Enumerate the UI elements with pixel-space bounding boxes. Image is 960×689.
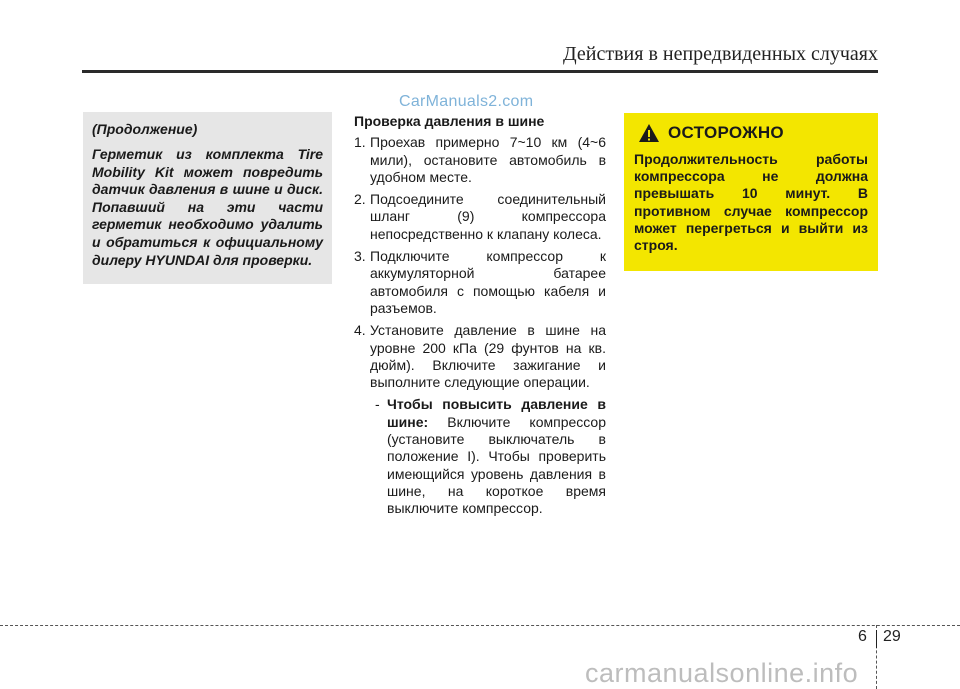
sub-item xyxy=(370,396,606,517)
step-number: 3. xyxy=(354,248,366,265)
note-body: Герметик из комплекта Tire Mobility Kit может повредить датчик давления в шине и диск. Попавший на эти части герметик необходимо удалить и обратиться к официальному дилеру HYUNDAI для проверки. xyxy=(92,146,323,268)
step-item xyxy=(354,191,606,243)
watermark: CarManuals2.com xyxy=(399,93,534,110)
sub-item-dash: - xyxy=(375,396,380,413)
footer-site-watermark: carmanualsonline.info xyxy=(585,658,859,688)
chapter-number: 6 xyxy=(858,628,867,645)
section-heading: Проверка давления в шине xyxy=(354,113,545,129)
step-text: Проехав примерно 7~10 км (4~6 мили), остановите автомобиль в удобном месте. xyxy=(370,134,606,185)
step-number: 2. xyxy=(354,191,366,208)
section-title: Действия в непредвиденных случаях xyxy=(563,43,878,65)
sub-item-lead: Чтобы повысить давление в шине: xyxy=(387,396,606,430)
sub-item-text: Включите компрессор (установите выключатель в положение I). Чтобы проверить имеющийся уровень давления в шине, на короткое время выключите компрессор. xyxy=(387,413,606,517)
step-text: Подключите компрессор к аккумуляторной батарее автомобиля с помощью кабеля и разъемов. xyxy=(370,248,606,316)
warning-title-row xyxy=(638,123,868,143)
page-number: 29 xyxy=(883,628,901,645)
step-item xyxy=(354,248,606,317)
step-text: Подсоедините соединительный шланг (9) компрессора непосредственно к клапану колеса. xyxy=(370,191,606,242)
step-number: 4. xyxy=(354,322,366,339)
step-text: Установите давление в шине на уровне 200 кПа (29 фунтов на кв. дюйм). Включите зажигание и выполните следующие операции. xyxy=(370,322,606,391)
instructions-column xyxy=(354,113,606,518)
step-number: 1. xyxy=(354,134,366,151)
step-item xyxy=(354,322,606,391)
step-item xyxy=(354,134,606,186)
continuation-note xyxy=(83,112,332,284)
page-separator xyxy=(876,630,877,648)
warning-triangle-icon xyxy=(638,123,660,143)
warning-body: Продолжительность работы компрессора не должна превышать 10 минут. В противном случае компрессор может перегреться и выйти из строя. xyxy=(634,151,868,254)
header-rule xyxy=(82,70,878,73)
warning-title: ОСТОРОЖНО xyxy=(668,123,784,142)
warning-box xyxy=(624,113,878,271)
footer-divider xyxy=(0,625,960,626)
note-title: (Продолжение) xyxy=(92,121,198,137)
